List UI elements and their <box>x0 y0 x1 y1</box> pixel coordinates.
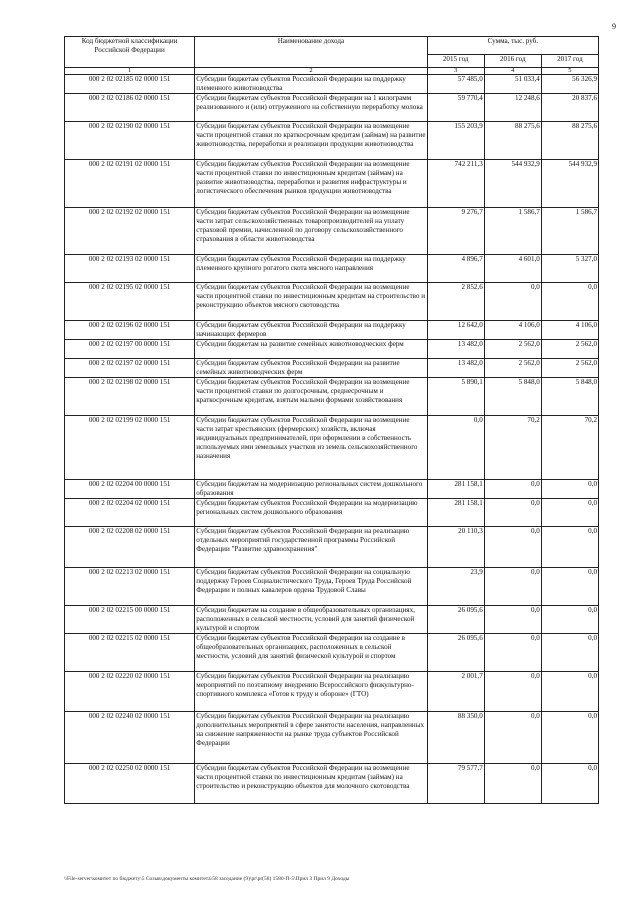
amount-2015-cell: 9 276,7 <box>427 208 484 255</box>
table-row <box>65 568 599 606</box>
table-row <box>65 255 599 283</box>
amount-2016-cell: 0,0 <box>484 499 541 527</box>
revenue-name-cell: Субсидии бюджетам субъектов Российской Федерации на возмещение части процентной ставки по долгосрочным, среднесрочным и краткосрочным кредитам, взятым малыми формами хозяйствования <box>195 378 427 416</box>
budget-code-cell: 000 2 02 02195 02 0000 151 <box>65 283 195 321</box>
header-sum: Сумма, тыс. руб. <box>427 37 598 55</box>
amount-2017-cell: 0,0 <box>541 499 598 527</box>
revenue-name-cell: Субсидии бюджетам субъектов Российской Федерации на социальную поддержку Героев Социалистического Труда, Героев Труда Российской Федерации и полных кавалеров ордена Трудовой Славы <box>195 568 427 606</box>
revenue-name-cell: Субсидии бюджетам субъектов Российской Федерации на модернизацию региональных систем дошкольного образования <box>195 499 427 527</box>
table-row <box>65 359 599 378</box>
amount-2015-cell: 155 203,9 <box>427 122 484 160</box>
amount-2015-cell: 88 350,0 <box>427 712 484 764</box>
column-number: 4 <box>484 68 541 75</box>
budget-code-cell: 000 2 02 02204 00 0000 151 <box>65 480 195 499</box>
table-row <box>65 764 599 804</box>
budget-code-cell: 000 2 02 02215 02 0000 151 <box>65 634 195 672</box>
budget-code-cell: 000 2 02 02193 02 0000 151 <box>65 255 195 283</box>
amount-2017-cell: 544 932,9 <box>541 160 598 208</box>
revenue-name-cell: Субсидии бюджетам субъектов Российской Федерации на возмещение части затрат сельскохозяйственных товаропроизводителей на уплату страховой премии, начисленной по договору сельскохозяйственного страхования в области животноводства <box>195 208 427 255</box>
column-number-row <box>65 68 599 75</box>
amount-2016-cell: 2 562,0 <box>484 340 541 359</box>
table-row <box>65 672 599 712</box>
table-row <box>65 606 599 634</box>
amount-2017-cell: 5 327,0 <box>541 255 598 283</box>
amount-2015-cell: 2 852,6 <box>427 283 484 321</box>
amount-2017-cell: 2 562,0 <box>541 340 598 359</box>
table-row <box>65 527 599 568</box>
amount-2016-cell: 5 848,0 <box>484 378 541 416</box>
amount-2016-cell: 2 562,0 <box>484 359 541 378</box>
amount-2017-cell: 0,0 <box>541 283 598 321</box>
amount-2017-cell: 0,0 <box>541 634 598 672</box>
budget-code-cell: 000 2 02 02199 02 0000 151 <box>65 416 195 480</box>
table-body <box>65 75 599 804</box>
amount-2015-cell: 281 158,1 <box>427 480 484 499</box>
revenue-name-cell: Субсидии бюджетам субъектов Российской Федерации на поддержку племенного крупного рогатого скота мясного направления <box>195 255 427 283</box>
table-row <box>65 416 599 480</box>
amount-2015-cell: 2 001,7 <box>427 672 484 712</box>
budget-code-cell: 000 2 02 02186 02 0000 151 <box>65 94 195 122</box>
amount-2017-cell: 5 848,0 <box>541 378 598 416</box>
header-budget-code: Код бюджетной классификации Российской Федерации <box>65 37 195 68</box>
revenue-name-cell: Субсидии бюджетам субъектов Российской Федерации на создание в общеобразовательных организациях, расположенных в сельской местности, условий для занятий физической культурой и спортом <box>195 634 427 672</box>
file-path-footer: \\File-server\комитет по бюджету\5 Созыв\документы комитета\58 заседание (9)\pr\pr(58) 1580-П-5\Прил 3 Прил 9 Доходы <box>64 876 350 882</box>
header-year-2017: 2017 год <box>541 55 598 68</box>
column-number: 2 <box>195 68 427 75</box>
amount-2017-cell: 0,0 <box>541 606 598 634</box>
revenue-name-cell: Субсидии бюджетам субъектов Российской Федерации на возмещение части затрат крестьянских (фермерских) хозяйств, включая индивидуальных предпринимателей, при оформлении в собственность используемых ими земельных участков из земель сельскохозяйственного назначения <box>195 416 427 480</box>
amount-2015-cell: 742 211,3 <box>427 160 484 208</box>
budget-code-cell: 000 2 02 02190 02 0000 151 <box>65 122 195 160</box>
amount-2015-cell: 20 110,3 <box>427 527 484 568</box>
header-revenue-name: Наименование дохода <box>195 37 427 68</box>
table-row <box>65 340 599 359</box>
table-row <box>65 634 599 672</box>
amount-2017-cell: 20 837,6 <box>541 94 598 122</box>
table-row <box>65 712 599 764</box>
amount-2015-cell: 23,9 <box>427 568 484 606</box>
amount-2016-cell: 0,0 <box>484 634 541 672</box>
amount-2017-cell: 2 562,0 <box>541 359 598 378</box>
amount-2016-cell: 88 275,6 <box>484 122 541 160</box>
table-row <box>65 75 599 94</box>
amount-2017-cell: 56 326,9 <box>541 75 598 94</box>
amount-2016-cell: 0,0 <box>484 712 541 764</box>
amount-2015-cell: 281 158,1 <box>427 499 484 527</box>
amount-2015-cell: 13 482,0 <box>427 359 484 378</box>
budget-code-cell: 000 2 02 02197 02 0000 151 <box>65 359 195 378</box>
amount-2015-cell: 59 770,4 <box>427 94 484 122</box>
amount-2017-cell: 1 586,7 <box>541 208 598 255</box>
amount-2016-cell: 0,0 <box>484 480 541 499</box>
amount-2017-cell: 0,0 <box>541 764 598 804</box>
revenue-name-cell: Субсидии бюджетам субъектов Российской Федерации на возмещение части процентной ставки по краткосрочным кредитам (займам) на развитие животноводства, переработки и реализации продукции животноводства <box>195 122 427 160</box>
revenue-name-cell: Субсидии бюджетам субъектов Российской Федерации на возмещение части процентной ставки по инвестиционным кредитам на строительство и реконструкцию объектов мясного скотоводства <box>195 283 427 321</box>
table-row <box>65 378 599 416</box>
budget-code-cell: 000 2 02 02197 00 0000 151 <box>65 340 195 359</box>
amount-2017-cell: 88 275,6 <box>541 122 598 160</box>
revenue-table <box>64 36 599 804</box>
amount-2016-cell: 0,0 <box>484 606 541 634</box>
amount-2016-cell: 0,0 <box>484 527 541 568</box>
amount-2016-cell: 4 106,0 <box>484 321 541 340</box>
amount-2016-cell: 0,0 <box>484 764 541 804</box>
column-number: 5 <box>541 68 598 75</box>
revenue-name-cell: Субсидии бюджетам на модернизацию региональных систем дошкольного образования <box>195 480 427 499</box>
budget-code-cell: 000 2 02 02220 02 0000 151 <box>65 672 195 712</box>
column-number: 1 <box>65 68 195 75</box>
amount-2017-cell: 70,2 <box>541 416 598 480</box>
budget-code-cell: 000 2 02 02208 02 0000 151 <box>65 527 195 568</box>
amount-2015-cell: 26 095,6 <box>427 606 484 634</box>
revenue-name-cell: Субсидии бюджетам субъектов Российской Федерации на развитие семейных животноводческих ферм <box>195 359 427 378</box>
table-row <box>65 94 599 122</box>
amount-2017-cell: 0,0 <box>541 527 598 568</box>
budget-code-cell: 000 2 02 02240 02 0000 151 <box>65 712 195 764</box>
column-number: 3 <box>427 68 484 75</box>
budget-code-cell: 000 2 02 02204 02 0000 151 <box>65 499 195 527</box>
revenue-name-cell: Субсидии бюджетам субъектов Российской Федерации на поддержку начинающих фермеров <box>195 321 427 340</box>
amount-2015-cell: 57 485,0 <box>427 75 484 94</box>
amount-2015-cell: 5 890,1 <box>427 378 484 416</box>
budget-code-cell: 000 2 02 02250 02 0000 151 <box>65 764 195 804</box>
amount-2015-cell: 26 095,6 <box>427 634 484 672</box>
revenue-name-cell: Субсидии бюджетам на создание в общеобразовательных организациях, расположенных в сельской местности, условий для занятий физической культурой и спортом <box>195 606 427 634</box>
amount-2015-cell: 12 642,0 <box>427 321 484 340</box>
table-row <box>65 283 599 321</box>
amount-2015-cell: 4 896,7 <box>427 255 484 283</box>
revenue-name-cell: Субсидии бюджетам субъектов Российской Федерации на 1 килограмм реализованного и (или) отгруженного на собственную переработку молока <box>195 94 427 122</box>
amount-2016-cell: 0,0 <box>484 672 541 712</box>
table-row <box>65 480 599 499</box>
budget-code-cell: 000 2 02 02215 00 0000 151 <box>65 606 195 634</box>
amount-2016-cell: 0,0 <box>484 283 541 321</box>
table-row <box>65 208 599 255</box>
table-row <box>65 321 599 340</box>
revenue-name-cell: Субсидии бюджетам субъектов Российской Федерации на возмещение части процентной ставки по инвестиционным кредитам (займам) на строительство и реконструкцию объектов для молочного скотоводства <box>195 764 427 804</box>
page-number: 9 <box>612 22 616 31</box>
budget-code-cell: 000 2 02 02191 02 0000 151 <box>65 160 195 208</box>
amount-2016-cell: 0,0 <box>484 568 541 606</box>
amount-2016-cell: 12 248,6 <box>484 94 541 122</box>
revenue-name-cell: Субсидии бюджетам субъектов Российской Федерации на реализацию отдельных мероприятий государственной программы Российской Федерации "Развитие здравоохранения" <box>195 527 427 568</box>
amount-2017-cell: 4 106,0 <box>541 321 598 340</box>
budget-code-cell: 000 2 02 02213 02 0000 151 <box>65 568 195 606</box>
header-year-2016: 2016 год <box>484 55 541 68</box>
amount-2015-cell: 13 482,0 <box>427 340 484 359</box>
amount-2016-cell: 70,2 <box>484 416 541 480</box>
amount-2017-cell: 0,0 <box>541 672 598 712</box>
revenue-name-cell: Субсидии бюджетам субъектов Российской Федерации на поддержку племенного животноводства <box>195 75 427 94</box>
budget-code-cell: 000 2 02 02198 02 0000 151 <box>65 378 195 416</box>
amount-2016-cell: 4 601,0 <box>484 255 541 283</box>
amount-2016-cell: 544 932,9 <box>484 160 541 208</box>
amount-2015-cell: 0,0 <box>427 416 484 480</box>
revenue-name-cell: Субсидии бюджетам субъектов Российской Федерации на реализацию дополнительных мероприятий в сфере занятости населения, направленных на снижение напряженности на рынке труда субъектов Российской Федерации <box>195 712 427 764</box>
budget-code-cell: 000 2 02 02192 02 0000 151 <box>65 208 195 255</box>
revenue-name-cell: Субсидии бюджетам на развитие семейных животноводческих ферм <box>195 340 427 359</box>
revenue-name-cell: Субсидии бюджетам субъектов Российской Федерации на реализацию мероприятий по поэтапному внедрению Всероссийского физкультурно-спортивного комплекса «Готов к труду и обороне» (ГТО) <box>195 672 427 712</box>
budget-code-cell: 000 2 02 02185 02 0000 151 <box>65 75 195 94</box>
amount-2017-cell: 0,0 <box>541 568 598 606</box>
revenue-name-cell: Субсидии бюджетам субъектов Российской Федерации на возмещение части процентной ставки по инвестиционным кредитам (займам) на развитие животноводства, переработки и развития инфраструктуры и логистического обеспечения рынков продукции животноводства <box>195 160 427 208</box>
amount-2017-cell: 0,0 <box>541 480 598 499</box>
table-row <box>65 160 599 208</box>
amount-2016-cell: 1 586,7 <box>484 208 541 255</box>
table-row <box>65 499 599 527</box>
amount-2015-cell: 79 577,7 <box>427 764 484 804</box>
amount-2016-cell: 51 033,4 <box>484 75 541 94</box>
table-row <box>65 122 599 160</box>
header-year-2015: 2015 год <box>427 55 484 68</box>
amount-2017-cell: 0,0 <box>541 712 598 764</box>
budget-code-cell: 000 2 02 02196 02 0000 151 <box>65 321 195 340</box>
